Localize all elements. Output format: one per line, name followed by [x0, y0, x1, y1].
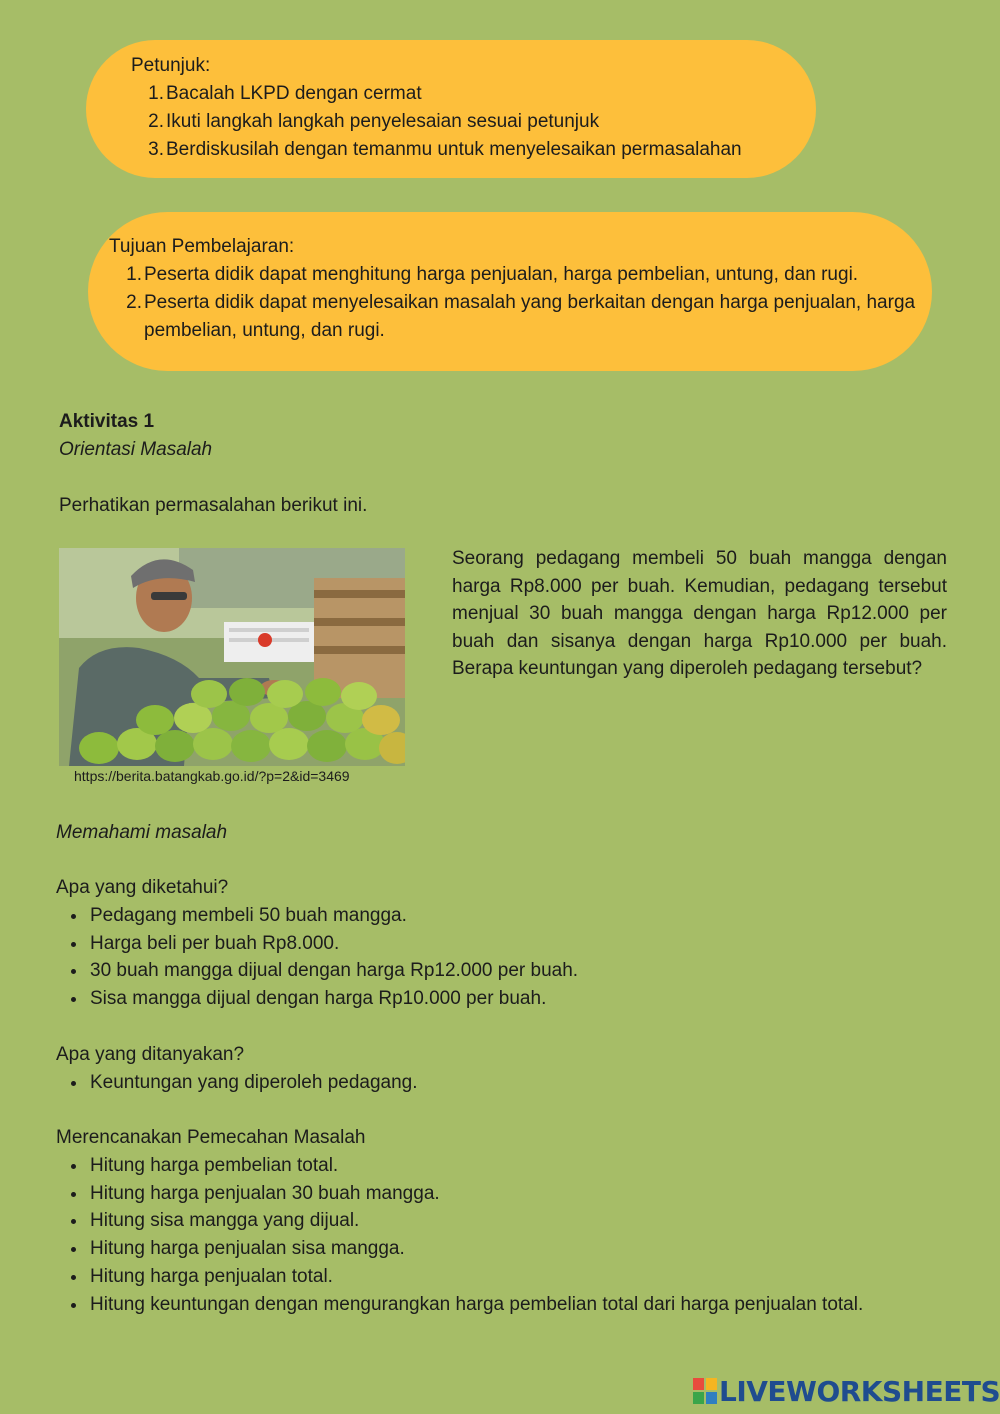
list-item: Hitung harga penjualan 30 buah mangga.: [56, 1180, 863, 1208]
list-item: Keuntungan yang diperoleh pedagang.: [56, 1069, 418, 1097]
list-item: Hitung sisa mangga yang dijual.: [56, 1207, 863, 1235]
list-item: Sisa mangga dijual dengan harga Rp10.000 per buah.: [56, 985, 578, 1013]
activity-title: Aktivitas 1: [59, 411, 155, 432]
understanding-title: Memahami masalah: [56, 822, 228, 843]
list-item: 30 buah mangga dijual dengan harga Rp12.000 per buah.: [56, 957, 578, 985]
asked-title: Apa yang ditanyakan?: [56, 1044, 245, 1065]
instructions-title: Petunjuk:: [131, 55, 211, 76]
list-item: Pedagang membeli 50 buah mangga.: [56, 902, 578, 930]
problem-statement: Seorang pedagang membeli 50 buah mangga dengan harga Rp8.000 per buah. Kemudian, pedagang tersebut menjual 30 buah mangga dengan harga Rp12.000 per buah dan sisanya dengan harga Rp10.000 per buah. Berapa keuntungan yang diperoleh pedagang tersebut?: [452, 548, 947, 680]
instructions-list: [131, 80, 742, 164]
list-item: Hitung harga pembelian total.: [56, 1152, 863, 1180]
objective-item: 2. Peserta didik dapat menyelesaikan masalah yang berkaitan dengan harga penjualan, harga pembelian, untung, dan rugi.: [126, 292, 916, 341]
liveworksheets-logo[interactable]: [693, 1374, 1000, 1408]
instruction-item: 3. Berdiskusilah dengan temanmu untuk menyelesaikan permasalahan: [148, 139, 742, 160]
mango-seller-photo: [59, 548, 405, 766]
known-title: Apa yang diketahui?: [56, 877, 229, 898]
list-item: Hitung harga penjualan total.: [56, 1263, 863, 1291]
instruction-item: 2. Ikuti langkah langkah penyelesaian sesuai petunjuk: [148, 111, 600, 132]
objectives-box: [109, 233, 919, 345]
activity-intro: Perhatikan permasalahan berikut ini.: [59, 495, 368, 516]
objectives-title: Tujuan Pembelajaran:: [109, 236, 295, 257]
liveworksheets-logo-icon: [693, 1378, 717, 1404]
activity-subtitle: Orientasi Masalah: [59, 439, 213, 460]
planning-title: Merencanakan Pemecahan Masalah: [56, 1127, 366, 1148]
instructions-box: [131, 52, 742, 164]
objective-item: 1. Peserta didik dapat menghitung harga penjualan, harga pembelian, untung, dan rugi.: [126, 264, 859, 285]
objectives-list: [109, 261, 919, 345]
list-item: Harga beli per buah Rp8.000.: [56, 930, 578, 958]
list-item: Hitung harga penjualan sisa mangga.: [56, 1235, 863, 1263]
logo-text: LIVEWORKSHEETS: [719, 1374, 1000, 1408]
list-item: Hitung keuntungan dengan mengurangkan harga pembelian total dari harga penjualan total.: [56, 1291, 863, 1319]
instruction-item: 1. Bacalah LKPD dengan cermat: [148, 83, 422, 104]
planning-list: [56, 1152, 863, 1318]
image-caption: https://berita.batangkab.go.id/?p=2&id=3469: [74, 768, 350, 784]
mango-seller-illustration: [59, 548, 405, 766]
known-list: [56, 902, 578, 1013]
asked-list: [56, 1069, 418, 1097]
